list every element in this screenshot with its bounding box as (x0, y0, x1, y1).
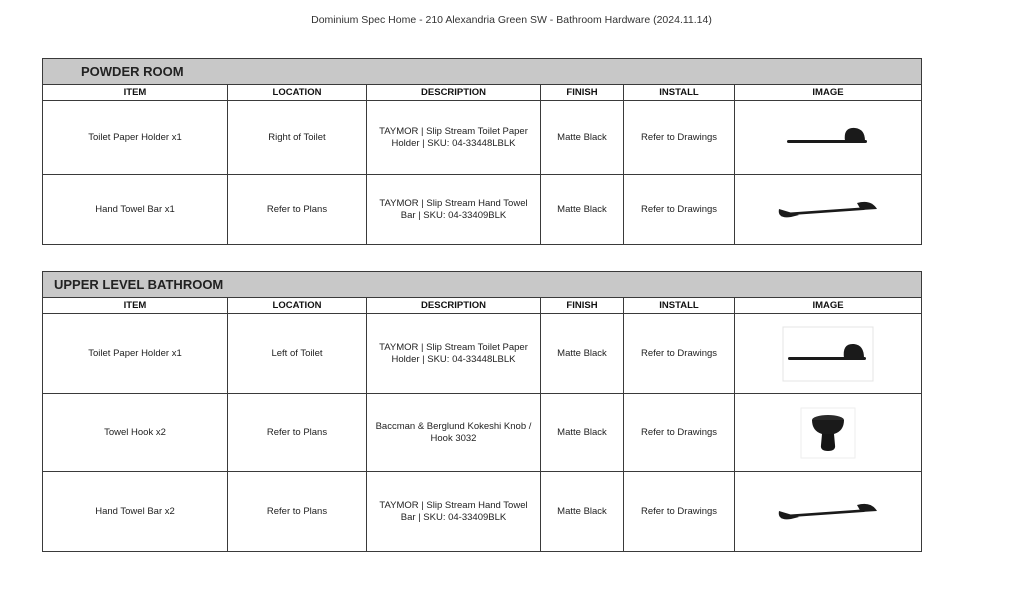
column-header-image: IMAGE (735, 298, 922, 314)
item-cell: Hand Towel Bar x1 (43, 175, 228, 245)
column-header-description: DESCRIPTION (367, 298, 541, 314)
column-header-finish: FINISH (541, 298, 624, 314)
column-header-install: INSTALL (624, 85, 735, 101)
description-cell: TAYMOR | Slip Stream Hand Towel Bar | SKU: 04-33409BLK (367, 472, 541, 552)
finish-cell: Matte Black (541, 394, 624, 472)
location-cell: Refer to Plans (228, 394, 367, 472)
column-header-location: LOCATION (228, 85, 367, 101)
location-cell: Left of Toilet (228, 314, 367, 394)
column-header-row (43, 85, 922, 101)
finish-cell: Matte Black (541, 472, 624, 552)
install-cell: Refer to Drawings (624, 472, 735, 552)
table-row (43, 175, 922, 245)
finish-cell: Matte Black (541, 101, 624, 175)
finish-cell: Matte Black (541, 175, 624, 245)
image-cell (735, 314, 922, 394)
towel-hook-icon (800, 407, 856, 459)
column-header-row (43, 298, 922, 314)
install-cell: Refer to Drawings (624, 314, 735, 394)
column-header-image: IMAGE (735, 85, 922, 101)
table-row (43, 394, 922, 472)
description-cell: TAYMOR | Slip Stream Hand Towel Bar | SKU: 04-33409BLK (367, 175, 541, 245)
towel-bar-icon (773, 497, 883, 527)
description-cell: TAYMOR | Slip Stream Toilet Paper Holder | SKU: 04-33448LBLK (367, 314, 541, 394)
item-cell: Hand Towel Bar x2 (43, 472, 228, 552)
column-header-finish: FINISH (541, 85, 624, 101)
location-cell: Refer to Plans (228, 175, 367, 245)
finish-cell: Matte Black (541, 314, 624, 394)
column-header-item: ITEM (43, 85, 228, 101)
location-cell: Refer to Plans (228, 472, 367, 552)
column-header-description: DESCRIPTION (367, 85, 541, 101)
table-row (43, 101, 922, 175)
description-cell: TAYMOR | Slip Stream Toilet Paper Holder | SKU: 04-33448LBLK (367, 101, 541, 175)
section-title: UPPER LEVEL BATHROOM (43, 272, 922, 298)
item-cell: Towel Hook x2 (43, 394, 228, 472)
towel-bar-icon (773, 195, 883, 225)
toilet-paper-holder-icon (782, 326, 874, 382)
install-cell: Refer to Drawings (624, 101, 735, 175)
image-cell (735, 394, 922, 472)
column-header-item: ITEM (43, 298, 228, 314)
column-header-install: INSTALL (624, 298, 735, 314)
upper-level-bathroom-table (42, 271, 922, 552)
table-row (43, 314, 922, 394)
install-cell: Refer to Drawings (624, 394, 735, 472)
image-cell (735, 101, 922, 175)
section-title: POWDER ROOM (43, 59, 922, 85)
toilet-paper-holder-icon (783, 123, 873, 153)
powder-room-table (42, 58, 922, 245)
column-header-location: LOCATION (228, 298, 367, 314)
image-cell (735, 472, 922, 552)
description-cell: Baccman & Berglund Kokeshi Knob / Hook 3032 (367, 394, 541, 472)
location-cell: Right of Toilet (228, 101, 367, 175)
install-cell: Refer to Drawings (624, 175, 735, 245)
image-cell (735, 175, 922, 245)
item-cell: Toilet Paper Holder x1 (43, 101, 228, 175)
table-row (43, 472, 922, 552)
document-title: Dominium Spec Home - 210 Alexandria Green SW - Bathroom Hardware (2024.11.14) (311, 14, 712, 26)
item-cell: Toilet Paper Holder x1 (43, 314, 228, 394)
